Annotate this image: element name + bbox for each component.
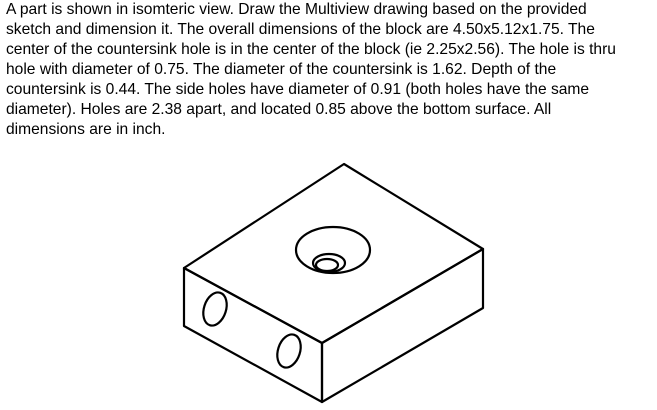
- front-left-face: [184, 268, 322, 402]
- problem-line-7: dimensions are in inch.: [6, 121, 166, 138]
- side-hole-right: [273, 331, 304, 370]
- countersink-hole: [296, 227, 370, 273]
- problem-line-2: sketch and dimension it. The overall dimensions of the block are 4.50x5.12x1.75. The: [6, 21, 595, 38]
- problem-line-1: A part is shown in isomteric view. Draw the Multiview drawing based on the provided: [6, 1, 587, 18]
- problem-line-5: countersink is 0.44. The side holes have diameter of 0.91 (both holes have the same: [6, 81, 590, 98]
- thru-hole-edge: [316, 259, 338, 271]
- problem-line-4: hole with diameter of 0.75. The diameter of the countersink is 1.62. Depth of the: [6, 61, 557, 78]
- side-holes: [199, 289, 304, 370]
- side-hole-left: [199, 289, 230, 328]
- problem-line-6: diameter). Holes are 2.38 apart, and located 0.85 above the bottom surface. All: [6, 101, 552, 118]
- problem-line-3: center of the countersink hole is in the center of the block (ie 2.25x2.56). The hole is thru: [6, 41, 616, 58]
- countersink-outer-edge: [296, 227, 370, 273]
- block-outline: [184, 164, 483, 402]
